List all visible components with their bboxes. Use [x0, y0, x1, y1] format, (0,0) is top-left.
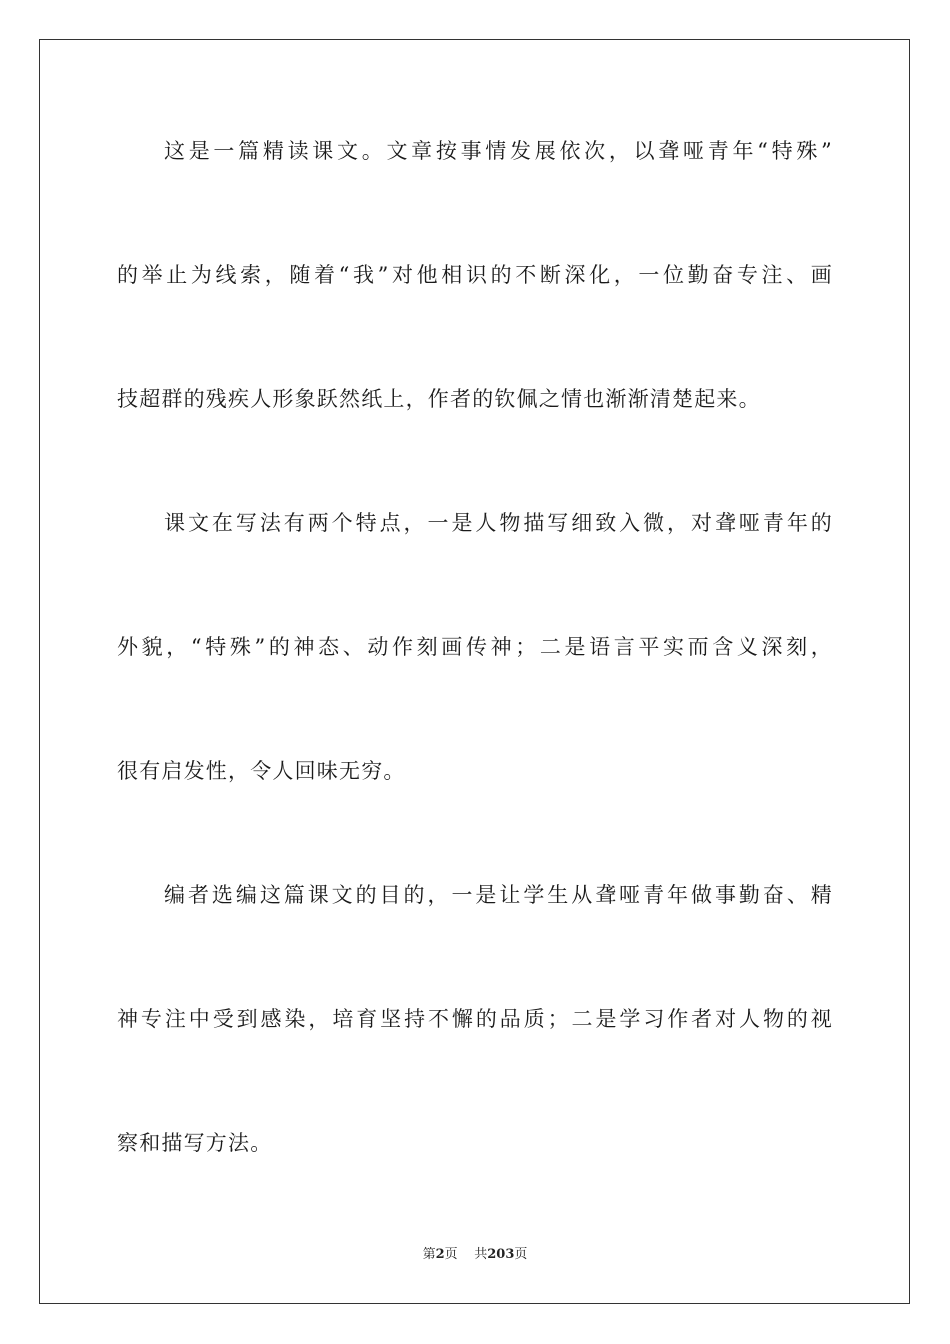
paragraph-2-line-2: 外貌，“特殊”的神态、动作刻画传神；二是语言平实而含义深刻，	[117, 635, 833, 659]
page-suffix: 页	[444, 1247, 458, 1262]
page-border	[39, 39, 910, 1304]
total-suffix: 页	[514, 1247, 528, 1262]
paragraph-2-line-1: 课文在写法有两个特点，一是人物描写细致入微，对聋哑青年的	[164, 511, 833, 535]
paragraph-1-line-3: 技超群的残疾人形象跃然纸上，作者的钦佩之情也渐渐清楚起来。	[117, 387, 761, 411]
total-pages: 203	[487, 1247, 515, 1262]
total-prefix: 共	[474, 1247, 488, 1262]
paragraph-1-line-1: 这是一篇精读课文。文章按事情发展依次，以聋哑青年“特殊”	[164, 139, 833, 163]
page-number: 2	[435, 1247, 445, 1262]
paragraph-3-line-1: 编者选编这篇课文的目的，一是让学生从聋哑青年做事勤奋、精	[164, 883, 833, 907]
paragraph-3-line-3: 察和描写方法。	[117, 1131, 273, 1155]
paragraph-1-line-2: 的举止为线索，随着“我”对他相识的不断深化，一位勤奋专注、画	[117, 263, 833, 287]
paragraph-3-line-2: 神专注中受到感染，培育坚持不懈的品质；二是学习作者对人物的视	[117, 1007, 833, 1031]
paragraph-2-line-3: 很有启发性，令人回味无穷。	[117, 759, 406, 783]
page-prefix: 第	[422, 1247, 436, 1262]
page-footer	[0, 1246, 950, 1264]
